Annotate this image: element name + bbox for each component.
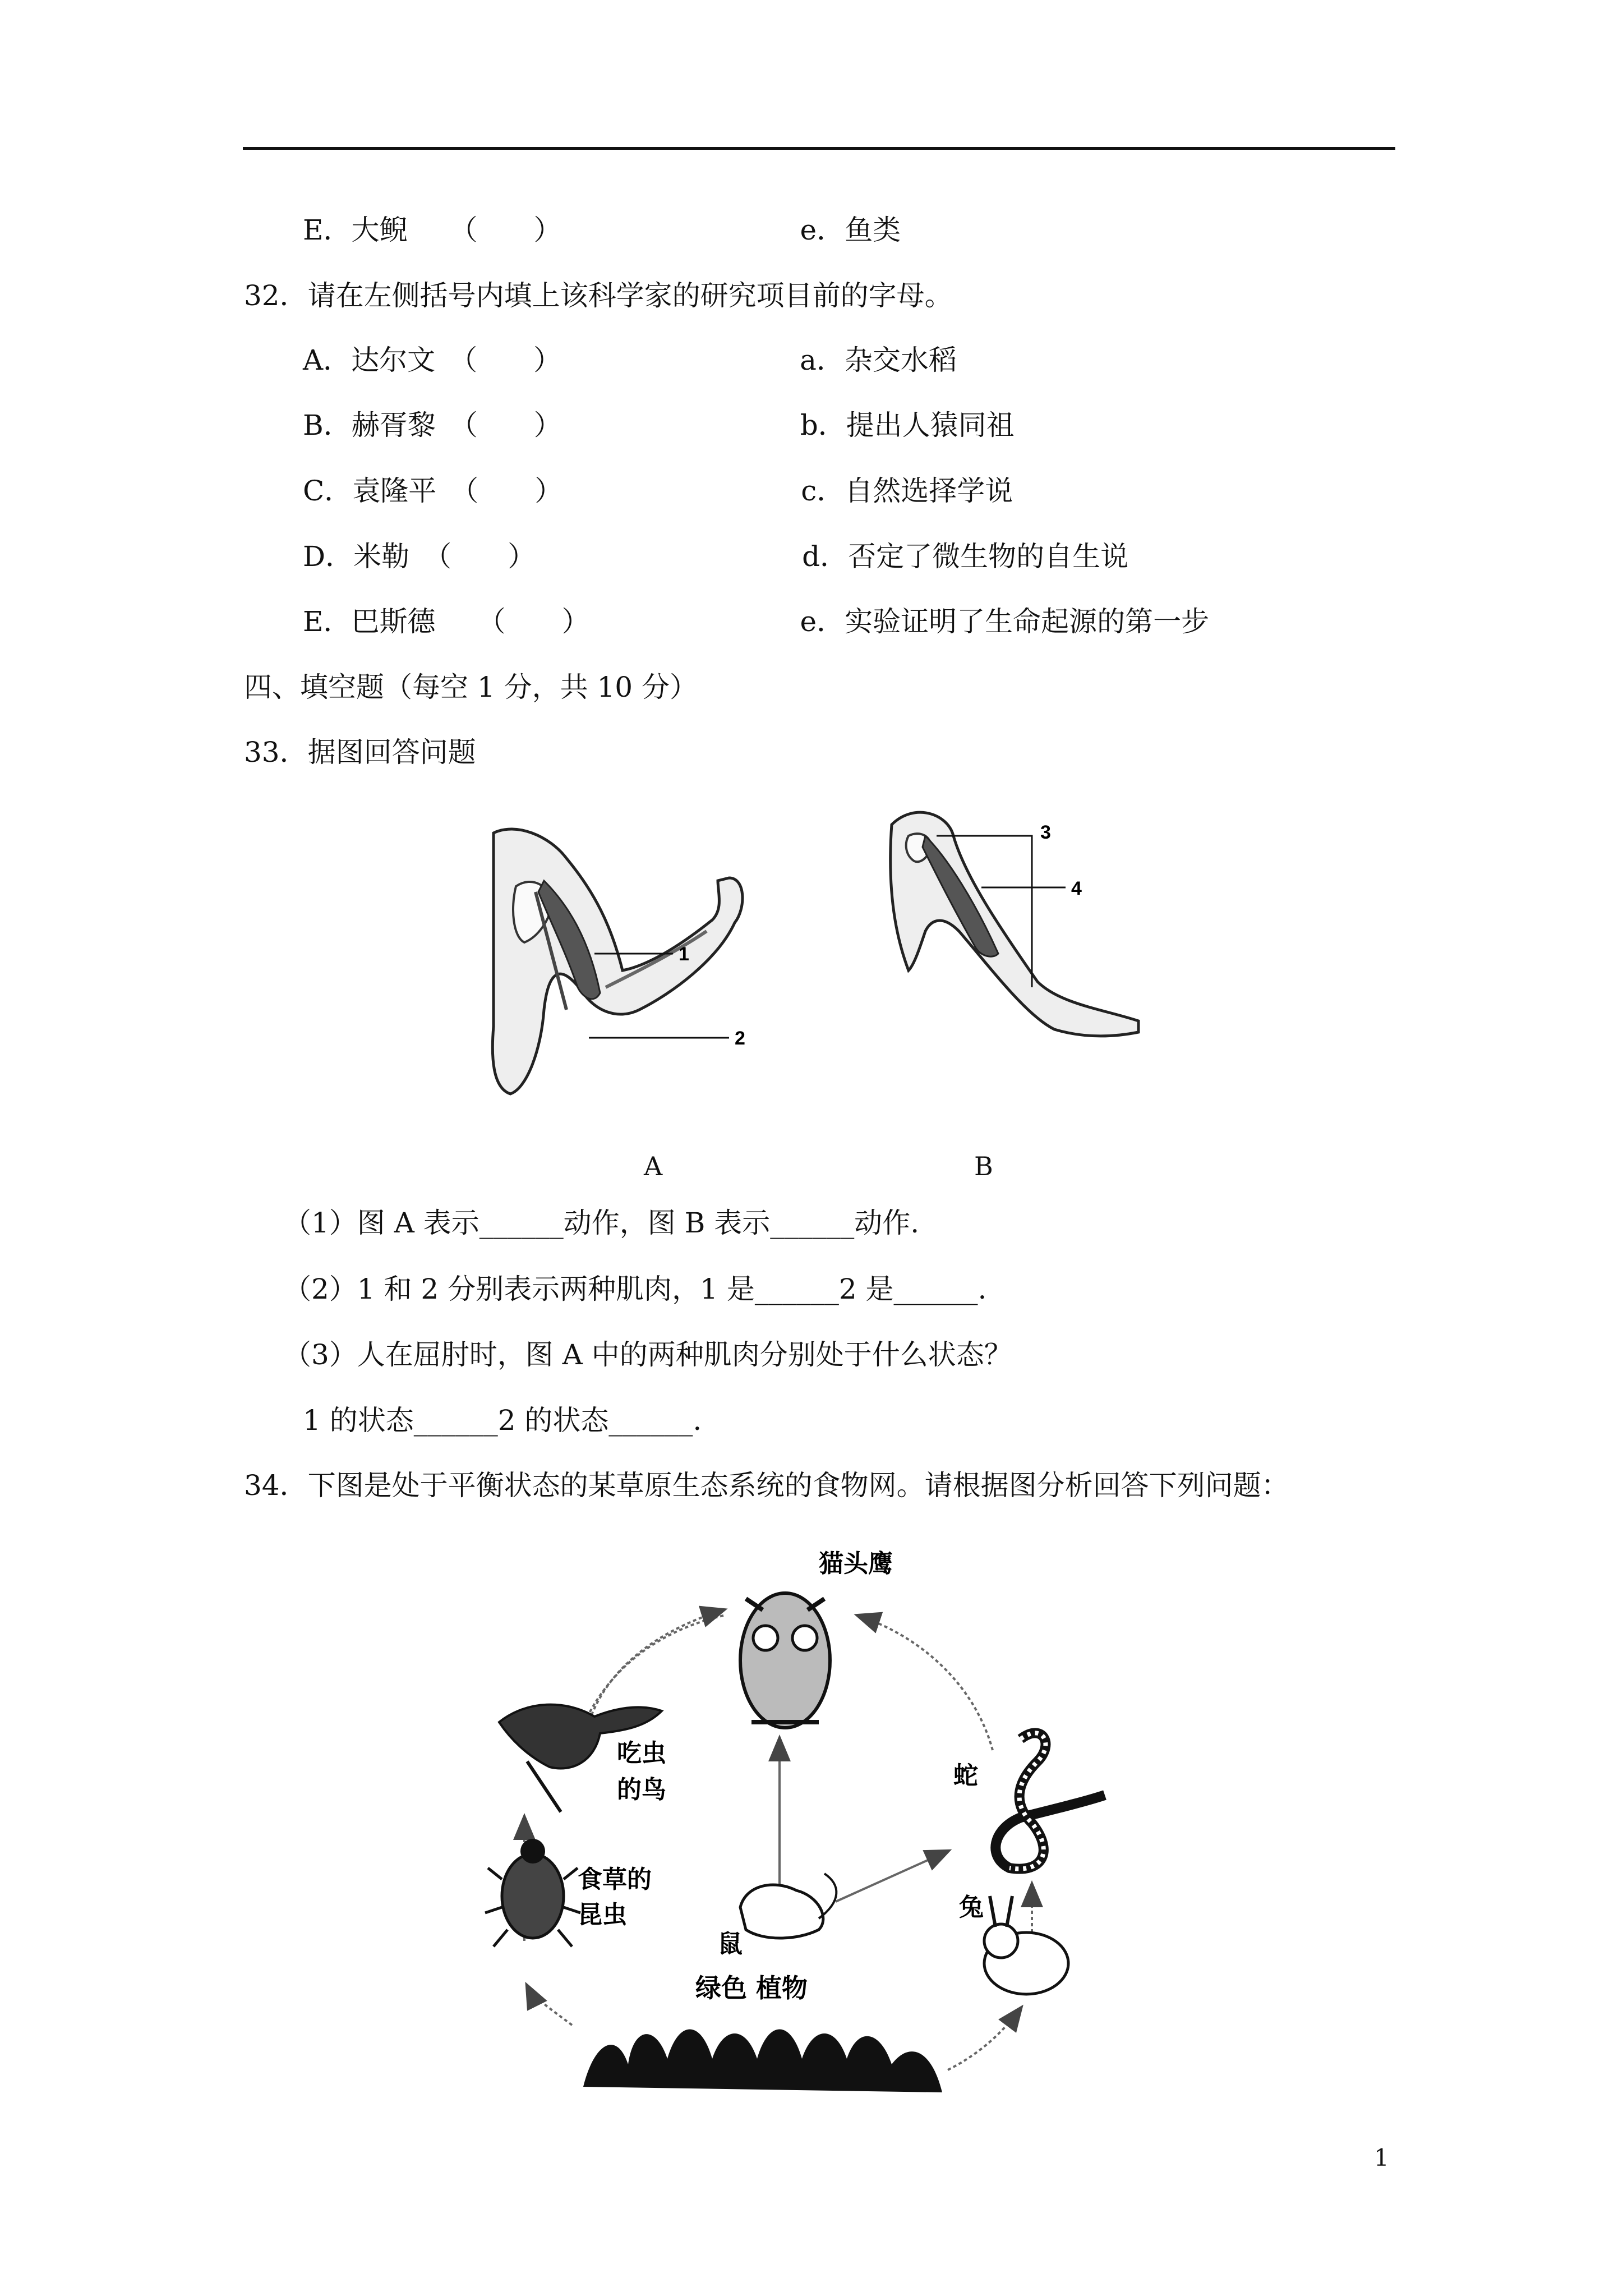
snake-icon bbox=[995, 1733, 1105, 1869]
q32-row-e: E．巴斯德 （ ） e．实验证明了生命起源的第一步 bbox=[303, 605, 1210, 638]
figure-caption-b: B bbox=[974, 1151, 993, 1181]
plant-label: 绿色 植物 bbox=[695, 1973, 808, 2003]
bird-label-2: 的鸟 bbox=[617, 1775, 666, 1804]
green-plants-icon bbox=[583, 2030, 942, 2093]
arm-label-4: 4 bbox=[1071, 878, 1082, 899]
herbivorous-insect-icon bbox=[485, 1839, 580, 1947]
header-rule bbox=[243, 147, 1395, 150]
arm-flexion-figure bbox=[482, 825, 796, 1105]
owl-label: 猫头鹰 bbox=[819, 1549, 893, 1578]
question-34: 34．下图是处于平衡状态的某草原生态系统的食物网。请根据图分析回答下列问题： bbox=[244, 1469, 1289, 1502]
question-32: 32．请在左侧括号内填上该科学家的研究项目前的字母。 bbox=[244, 279, 953, 312]
q32-row-b: B．赫胥黎 （ ） b．提出人猿同祖 bbox=[303, 409, 1015, 441]
question-33: 33．据图回答问题 bbox=[244, 736, 476, 769]
figure-caption-a: A bbox=[644, 1151, 663, 1181]
mouse-label: 鼠 bbox=[718, 1930, 743, 1958]
q33-part-3-answer: 1 的状态______2 的状态______. bbox=[303, 1404, 702, 1437]
bird-label-1: 吃虫 bbox=[617, 1739, 666, 1768]
arm-label-3: 3 bbox=[1040, 822, 1051, 843]
q32-row-a: A．达尔文 （ ） a．杂交水稻 bbox=[303, 344, 957, 376]
arm-label-2: 2 bbox=[735, 1028, 745, 1049]
rabbit-label: 兔 bbox=[959, 1893, 984, 1922]
section-4-heading: 四、填空题（每空 1 分，共 10 分） bbox=[244, 671, 698, 703]
snake-label: 蛇 bbox=[953, 1761, 978, 1790]
q33-part-3: （3）人在屈肘时，图 A 中的两种肌肉分别处于什么状态？ bbox=[283, 1338, 1012, 1371]
arm-extension-figure bbox=[869, 802, 1183, 1094]
mouse-icon bbox=[740, 1874, 836, 1938]
arm-label-1: 1 bbox=[679, 944, 689, 965]
match-row-e-fish: E．大鲵 （ ） e．鱼类 bbox=[303, 214, 901, 246]
page-number: 1 bbox=[1374, 2144, 1389, 2171]
q32-row-c: C．袁隆平 （ ） c．自然选择学说 bbox=[303, 475, 1013, 507]
owl-icon bbox=[740, 1593, 830, 1728]
insect-label-1: 食草的 bbox=[578, 1865, 652, 1894]
q33-part-2: （2）1 和 2 分别表示两种肌肉，1 是______2 是______. bbox=[283, 1273, 987, 1305]
q33-part-1: （1）图 A 表示______动作，图 B 表示______动作. bbox=[283, 1207, 920, 1239]
rabbit-icon bbox=[984, 1896, 1068, 1994]
insect-label-2: 昆虫 bbox=[578, 1901, 627, 1929]
food-web-diagram bbox=[482, 1537, 1166, 2115]
q32-row-d: D．米勒 （ ） d．否定了微生物的自生说 bbox=[303, 540, 1129, 573]
